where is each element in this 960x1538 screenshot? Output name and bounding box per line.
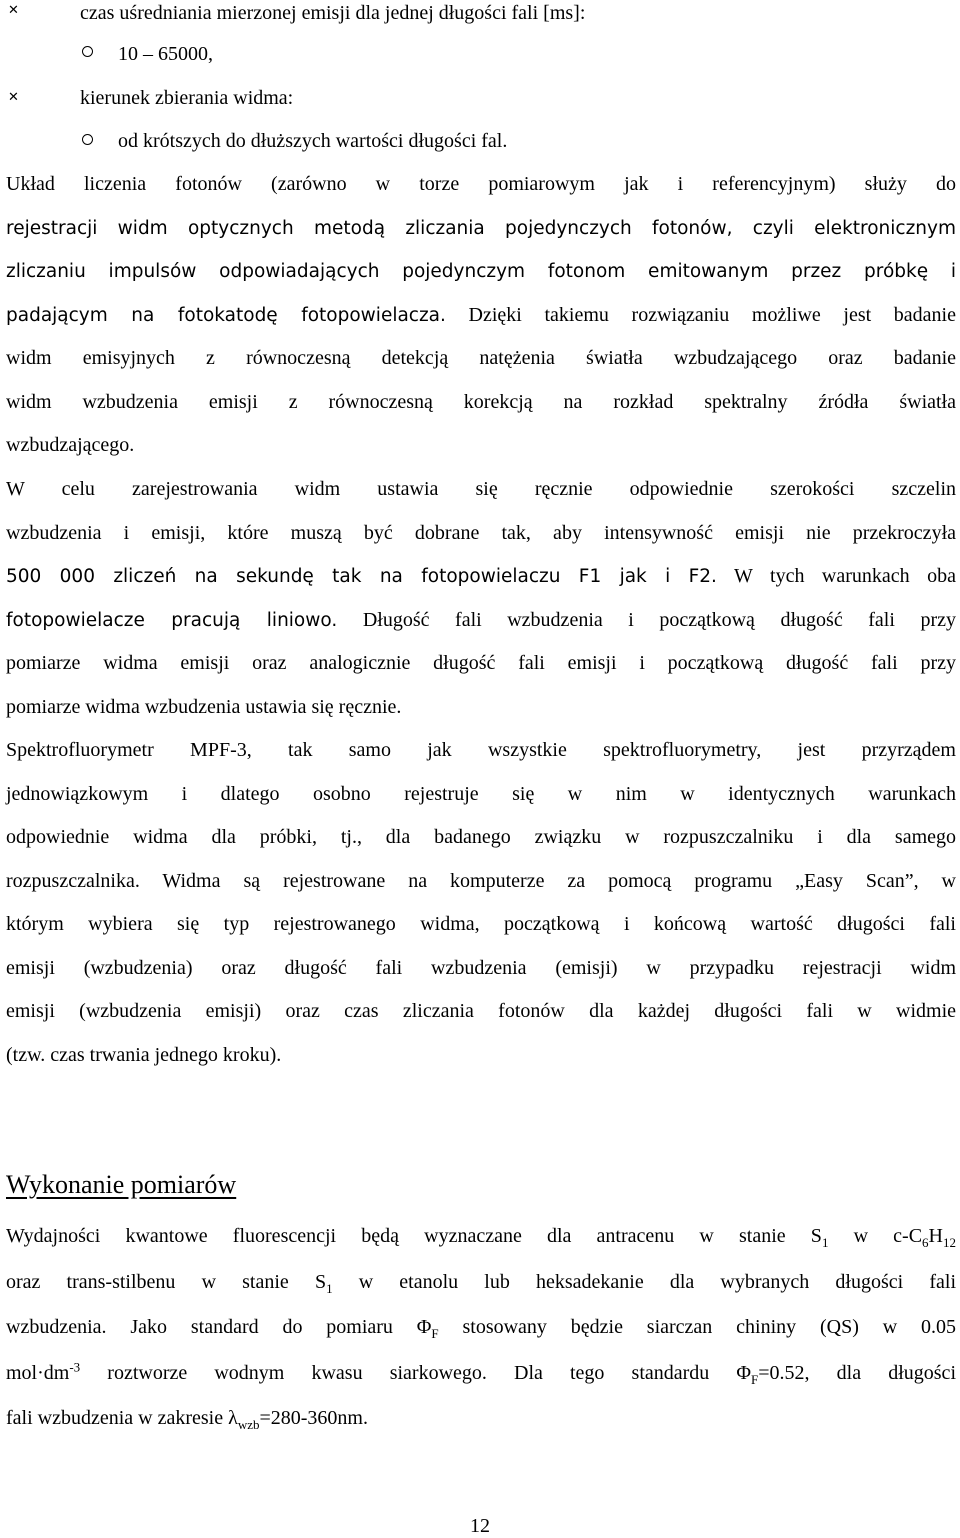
circle-bullet-icon bbox=[82, 46, 93, 57]
text-line: padającym na fotokatodę fotopowielacza. Dzięki takiemu rozwiązaniu możliwe jest badanie bbox=[6, 303, 956, 326]
text-line: fali wzbudzenia w zakresie $\lambda_{wzb}=280-360nm$. bbox=[6, 1407, 368, 1432]
text-line: wzbudzenia. Jako standard do pomiaru $\Phi_F$ stosowany będzie siarczan chininy (QS) w 0.05 bbox=[6, 1316, 956, 1341]
text-line: Wydajności kwantowe fluorescencji będą wyznaczane dla antracenu w stanie $S_1$ w $c-C_6H_{12}$ bbox=[6, 1225, 956, 1250]
text-line: emisji (wzbudzenia) oraz długość fali wzbudzenia (emisji) w przypadku rejestracji widm bbox=[6, 956, 956, 979]
text-line: pomiarze widma emisji oraz analogicznie długość fali emisji i początkową długość fali przy bbox=[6, 652, 956, 674]
text-line: $mol\cdot dm^{-3}$ roztworze wodnym kwasu siarkowego. Dla tego standardu $\Phi_F=0.52$, dla długości bbox=[6, 1358, 956, 1387]
text-line: (tzw. czas trwania jednego kroku). bbox=[6, 1043, 282, 1066]
text-line: oraz trans-stilbenu w stanie $S_1$ w etanolu lub heksadekanie dla wybranych długości fali bbox=[6, 1270, 956, 1296]
list-item: od krótszych do dłuższych wartości długości fal. bbox=[118, 130, 508, 152]
text-line: widm wzbudzenia emisji z równoczesną korekcją na rozkład spektralny źródła światła bbox=[6, 390, 956, 413]
text-line: pomiarze widma wzbudzenia ustawia się ręcznie. bbox=[6, 695, 402, 718]
text-line: 500 000 zliczeń na sekundę tak na fotopowielaczu F1 jak i F2. W tych warunkach oba bbox=[6, 565, 956, 587]
text-line: jednowiązkowym i dlatego osobno rejestruje się w nim w identycznych warunkach bbox=[6, 782, 956, 805]
text-line: odpowiednie widma dla próbki, tj., dla badanego związku w rozpuszczalniku i dla samego bbox=[6, 826, 956, 848]
text-line: fotopowielacze pracują liniowo. Długość fali wzbudzenia i początkową długość fali przy bbox=[6, 608, 956, 631]
list-item: 10 – 65000, bbox=[118, 43, 213, 65]
text-line: Układ liczenia fotonów (zarówno w torze pomiarowym jak i referencyjnym) służy do bbox=[6, 173, 956, 195]
x-bullet-icon: ✕ bbox=[8, 2, 19, 17]
text-line: rejestracji widm optycznych metodą zliczania pojedynczych fotonów, czyli elektronicznym bbox=[6, 217, 956, 239]
paragraph-spectrofluorimeter bbox=[6, 729, 956, 1077]
paragraph-slit-settings bbox=[6, 468, 956, 729]
section-heading: Wykonanie pomiarów bbox=[6, 1170, 237, 1199]
text-line: którym wybiera się typ rejestrowanego widma, początkową i końcową wartość długości fali bbox=[6, 913, 956, 935]
text-line: rozpuszczalnika. Widma są rejestrowane na komputerze za pomocą programu „Easy Scan”, w bbox=[6, 869, 956, 892]
list-item: kierunek zbierania widma: bbox=[80, 87, 294, 109]
paragraph-quantum-yield bbox=[6, 1214, 956, 1442]
list-item: czas uśredniania mierzonej emisji dla jednej długości fali [ms]: bbox=[80, 2, 586, 24]
text-line: Spektrofluorymetr MPF-3, tak samo jak wszystkie spektrofluorymetry, jest przyrządem bbox=[6, 739, 956, 761]
text-line: emisji (wzbudzenia emisji) oraz czas zliczania fotonów dla każdej długości fali w widmie bbox=[6, 1000, 956, 1022]
text-line: widm emisyjnych z równoczesną detekcją natężenia światła wzbudzającego oraz badanie bbox=[6, 347, 956, 369]
x-bullet-icon: ✕ bbox=[8, 89, 19, 104]
text-line: wzbudzenia i emisji, które muszą być dobrane tak, aby intensywność emisji nie przekroczyła bbox=[6, 521, 956, 544]
circle-bullet-icon bbox=[82, 134, 93, 145]
text-line: wzbudzającego. bbox=[6, 434, 135, 456]
page-number: 12 bbox=[470, 1515, 490, 1537]
text-line: zliczaniu impulsów odpowiadających pojedynczym fotonom emitowanym przez próbkę i bbox=[6, 261, 956, 282]
paragraph-photon-counting bbox=[6, 163, 956, 468]
text-line: W celu zarejestrowania widm ustawia się ręcznie odpowiednie szerokości szczelin bbox=[6, 478, 956, 500]
